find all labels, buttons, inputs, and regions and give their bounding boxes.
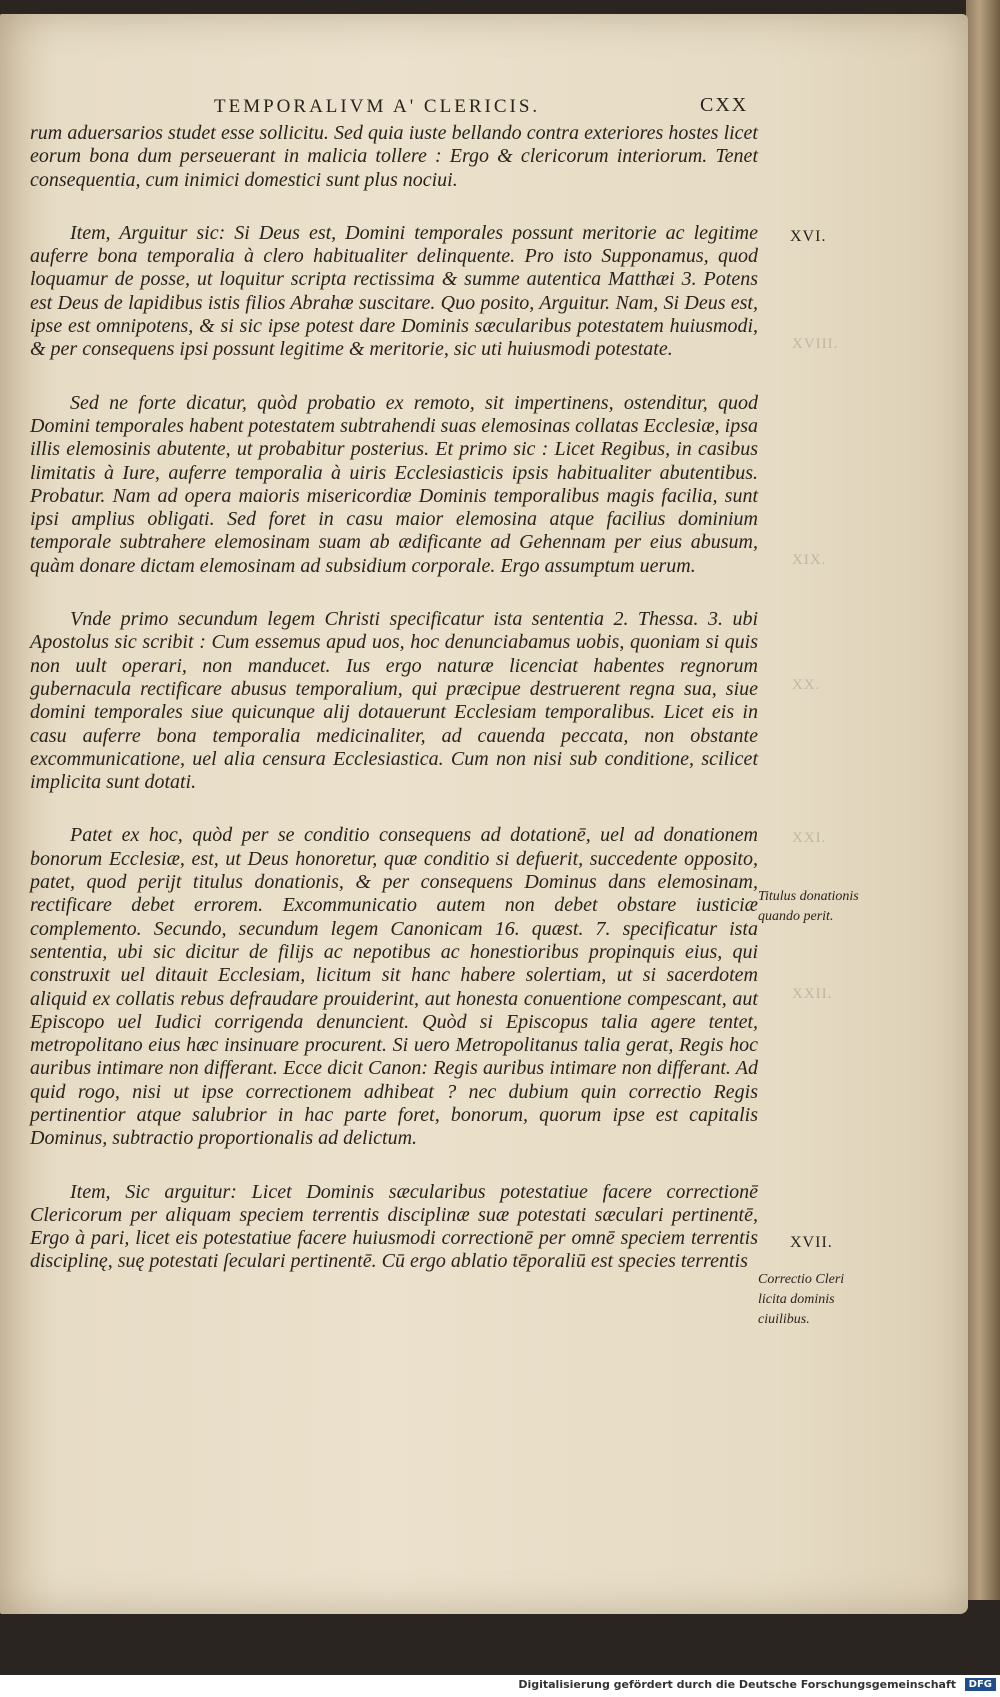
bleed-through-numeral: XXI. [792, 830, 827, 846]
margin-note-correctio: Correctio Cleri licita dominis ciuilibus. [758, 1272, 845, 1327]
paragraph-5: Patet ex hoc, quòd per se conditio consequens ad dotationē, uel ad donationem bonorum Ecclesiæ, est, ut Deus honoretur, quæ conditio si defuerit, succedente opposito, patet, quod perijt titulus donationis, & per consequens Dominus dans elemosinam, rectificare debet errorem. Excommunicatio autem non debet obstare iusticiæ complemento. Secundo, secundum legem Canonicam 16. quæst. 7. specificatur ista sententia, ubi sic dicitur de filijs ac nepotibus ac honestioribus propinquis eius, qui construxit uel ditauit Ecclesiam, licitum sit hanc habere solertiam, ut si sacerdotem aliquid ex collatis rebus defraudare prouiderint, aut honesta conuentione compescant, aut Episcopo uel Iudici corrigenda denuncient. Quòd si Episcopus talia agere tentet, metropolitano eius hæc insinuare procurent. Si uero Metropolitanus talia gerat, Regis hoc auribus intimare non differant. Ecce dicit Canon: Regis auribus intimare non differant. Ad quid rogo, nisi ut ipse correctionem adhibeat ? nec dubium quin correctio Regis pertinentior atque salubrior in hac parte foret, bonorum, quorum ipse est capitalis Dominus, subtractio proportionalis ad delictum. [30, 824, 758, 1150]
bleed-through-numeral: XVIII. [792, 336, 839, 352]
digitization-footer [0, 1675, 1000, 1697]
bleed-through-numeral: XXII. [792, 986, 833, 1002]
paragraph-1: rum aduersarios studet esse sollicitu. Sed quia iuste bellando contra exteriores hostes licet eorum bona dum perseuerant in malicia tollere : Ergo & clericorum interiorum. Tenet consequentia, cum inimici domestici sunt plus nociui. [30, 122, 758, 191]
margin-number-xvii: XVII. [790, 1234, 833, 1251]
bleed-through-numeral: XX. [792, 677, 821, 693]
footer-credit: Digitalisierung gefördert durch die Deutsche Forschungsgemeinschaft [518, 1678, 956, 1691]
margin-note-titulus: Titulus donationis quando perit. [758, 889, 859, 924]
folio-number: CXX [700, 94, 749, 116]
running-title: TEMPORALIVM A' CLERICIS. [214, 96, 541, 117]
main-text-block [30, 122, 758, 1304]
paragraph-4: Vnde primo secundum legem Christi specificatur ista sententia 2. Thessa. 3. ubi Apostolus sic scribit : Cum essemus apud uos, hoc denunciabamus uobis, quoniam si quis non uult operari, non manducet. Ius ergo naturæ licenciat habentes regnorum gubernacula rectificare abusus temporalium, qui præcipue destruerent regna sua, siue domini temporales siue quicunque alij dotauerunt Ecclesiam temporalibus. Licet eis in casu auferre bona temporalia medicinaliter, ad cauenda peccata, non obstante excommunicatione, uel alia censura Ecclesiastica. Cum non nisi sub conditione, scilicet implicita sunt dotati. [30, 608, 758, 794]
book-page-edges [966, 0, 1000, 1600]
paragraph-6: Item, Sic arguitur: Licet Dominis sæcularibus potestatiue facere correctionē Clericorum per aliquam speciem terrentis disciplinæ suæ potestati sæculari pertinentē, Ergo à pari, licet eis potestatiue facere huiusmodi correctionē per omnē speciem terrentis disciplinę, suę potestati ſeculari pertinentē. Cū ergo ablatio tēporaliū est species terrentis [30, 1180, 758, 1273]
margin-number-xvi: XVI. [790, 228, 827, 245]
bleed-through-numeral: XIX. [792, 552, 827, 568]
dfg-logo: DFG [965, 1678, 996, 1691]
paragraph-3: Sed ne forte dicatur, quòd probatio ex remoto, sit impertinens, ostenditur, quod Domini temporales habent potestatem subtrahendi suas elemosinas collatas Ecclesiæ, ipsa illis elemosinis abutente, ut probabitur posterius. Et primo sic : Licet Regibus, in casibus limitatis à Iure, auferre temporalia à uiris Ecclesiasticis ipsis habitualiter abutentibus. Probatur. Nam ad opera maioris misericordiæ Dominis temporalibus magis facilia, sunt ipsi amplius obligati. Sed foret in casu maior elemosina atque facilius dominium temporale subtrahere elemosinam suam ab ædificante ad Gehennam per eius abusum, quàm donare dictam elemosinam ad subsidium corporale. Ergo assumptum uerum. [30, 391, 758, 577]
paragraph-2: Item, Arguitur sic: Si Deus est, Domini temporales possunt meritorie ac legitime auferre bona temporalia à clero habitualiter delinquente. Pro isto Supponamus, quod loquamur de posse, ut loquitur scripta rectissima & summe autentica Matthæi 3. Potens est Deus de lapidibus istis filios Abrahæ suscitare. Quo posito, Arguitur. Nam, Si Deus est, ipse est omnipotens, & si sic ipse potest dare Dominis sæcularibus potestatem huiusmodi, & per consequens ipsi possunt legitime & meritorie, sic uti huiusmodi potestate. [30, 221, 758, 361]
